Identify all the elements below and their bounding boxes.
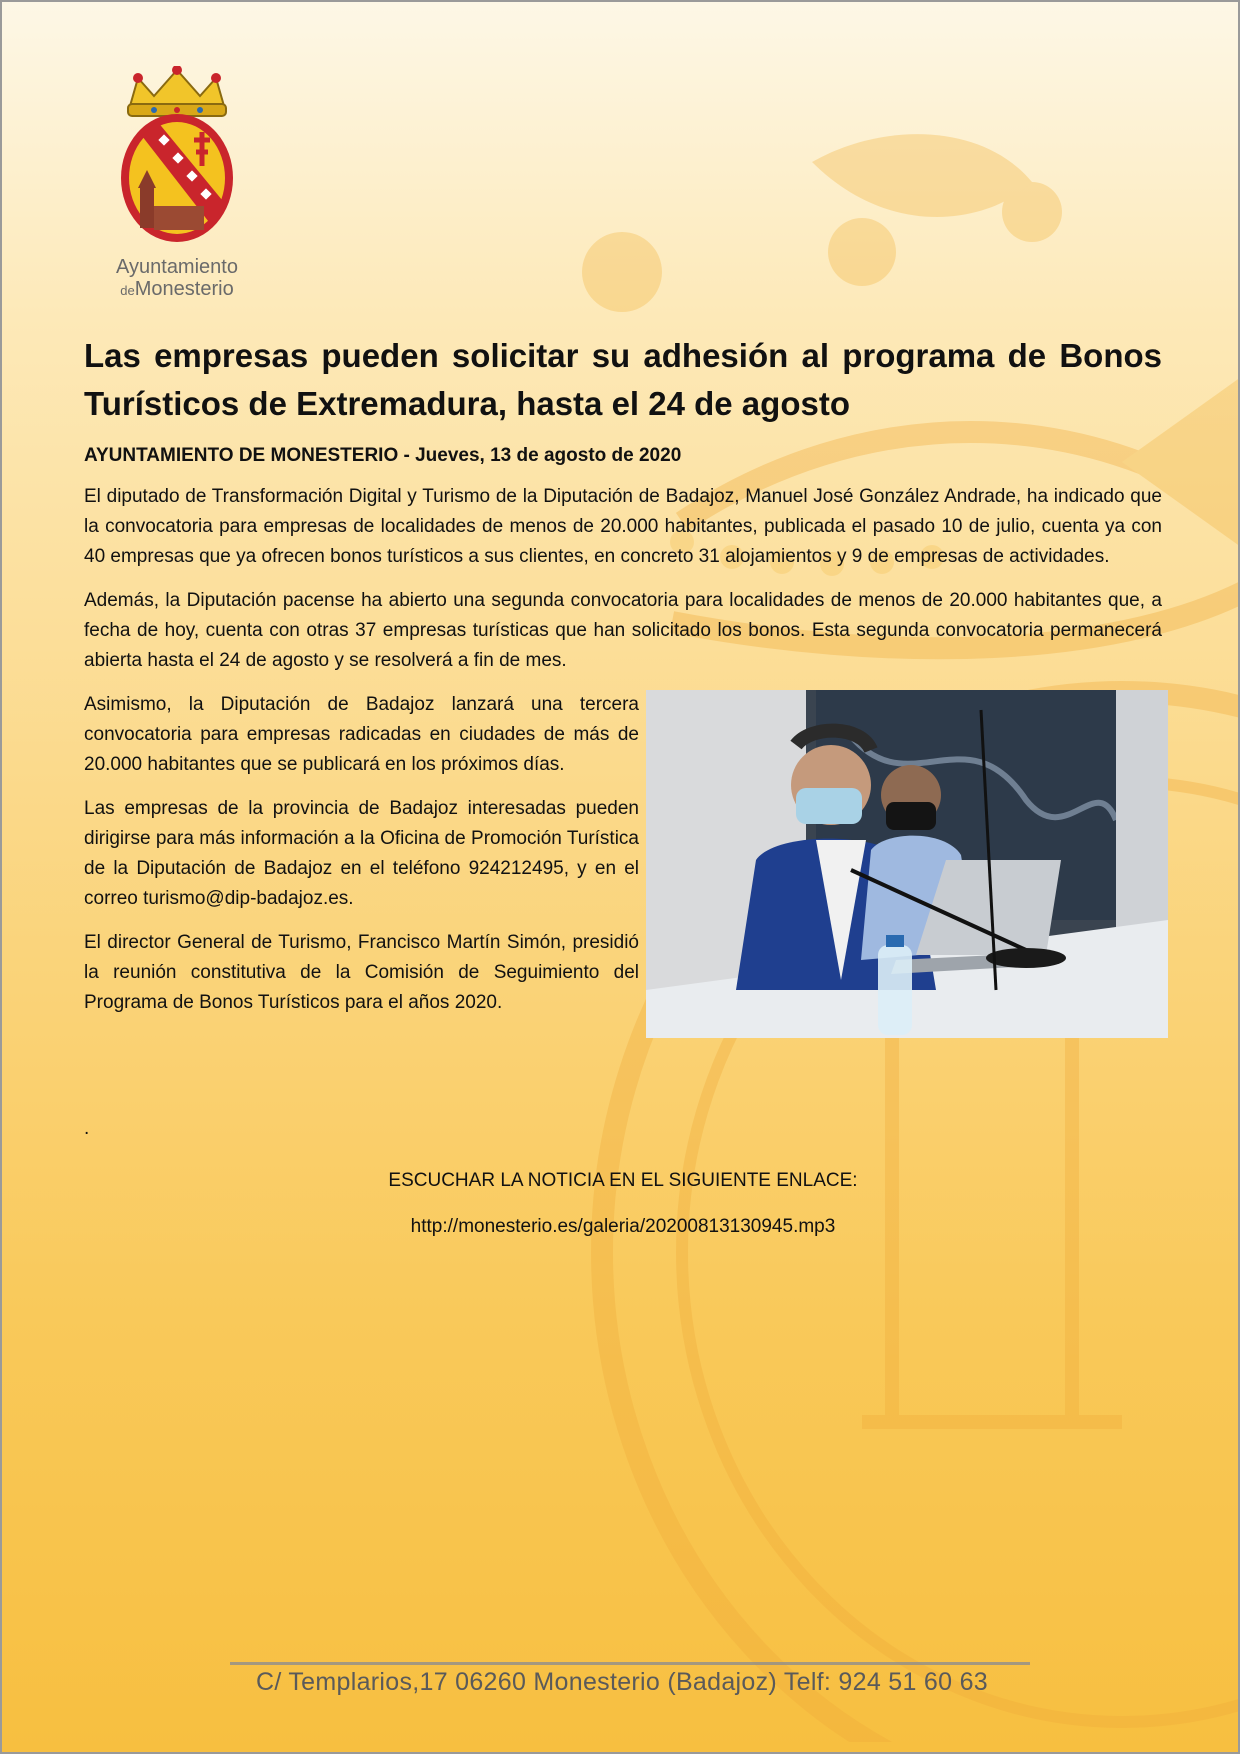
coat-of-arms-icon (102, 66, 252, 256)
article-byline: AYUNTAMIENTO DE MONESTERIO - Jueves, 13 de agosto de 2020 (84, 445, 682, 466)
article-paragraph-4: Las empresas de la provincia de Badajoz interesadas pueden dirigirse para más información a la Oficina de Promoción Turística de la Diputación de Badajoz en el teléfono 924212495, y en el correo turismo@dip-badajoz.es. (84, 798, 639, 909)
footer-divider (230, 1662, 1030, 1665)
municipality-logo (102, 66, 252, 306)
stray-period: . (84, 1118, 90, 1139)
left-column (84, 690, 639, 1032)
article-paragraph-5: El director General de Turismo, Francisco Martín Simón, presidió la reunión constitutiva de la Comisión de Seguimiento del Programa de Bonos Turísticos para el años 2020. (84, 932, 639, 1013)
audio-link[interactable]: http://monesterio.es/galeria/20200813130945.mp3 (410, 1216, 836, 1237)
logo-text-line2 (102, 278, 252, 302)
footer-address: C/ Templarios,17 06260 Monesterio (Badajoz) Telf: 924 51 60 63 (255, 1668, 988, 1696)
article-paragraph-2: Además, la Diputación pacense ha abierto una segunda convocatoria para localidades de menos de 20.000 habitantes que, a fecha de hoy, cuenta con otras 37 empresas turísticas que han solicitado los bonos. Esta segunda convocatoria permanecerá abierta hasta el 24 de agosto y se resolverá a fin de mes. (84, 590, 1162, 671)
article-paragraph-1: El diputado de Transformación Digital y Turismo de la Diputación de Badajoz, Manuel José González Andrade, ha indicado que la convocatoria para empresas de localidades de menos de 20.000 habitantes, publicada el pasado 10 de julio, cuenta ya con 40 empresas que ya ofrecen bonos turísticos a sus clientes, en concreto 31 alojamientos y 9 de empresas de actividades. (84, 486, 1162, 567)
meeting-photo (646, 690, 1168, 1038)
article-paragraph-3: Asimismo, la Diputación de Badajoz lanzará una tercera convocatoria para empresas radicadas en ciudades de más de 20.000 habitantes que se publicará en los próximos días. (84, 694, 639, 775)
listen-label: ESCUCHAR LA NOTICIA EN EL SIGUIENTE ENLACE: (388, 1170, 858, 1191)
article-title: Las empresas pueden solicitar su adhesión al programa de Bonos Turísticos de Extremadura, hasta el 24 de agosto (84, 337, 1162, 422)
article (84, 332, 1162, 1240)
logo-text-line1: Ayuntamiento (116, 256, 238, 278)
logo-text-main: Monesterio (134, 278, 234, 300)
text-with-photo (84, 690, 1162, 1110)
logo-text-prefix: de (120, 283, 135, 298)
